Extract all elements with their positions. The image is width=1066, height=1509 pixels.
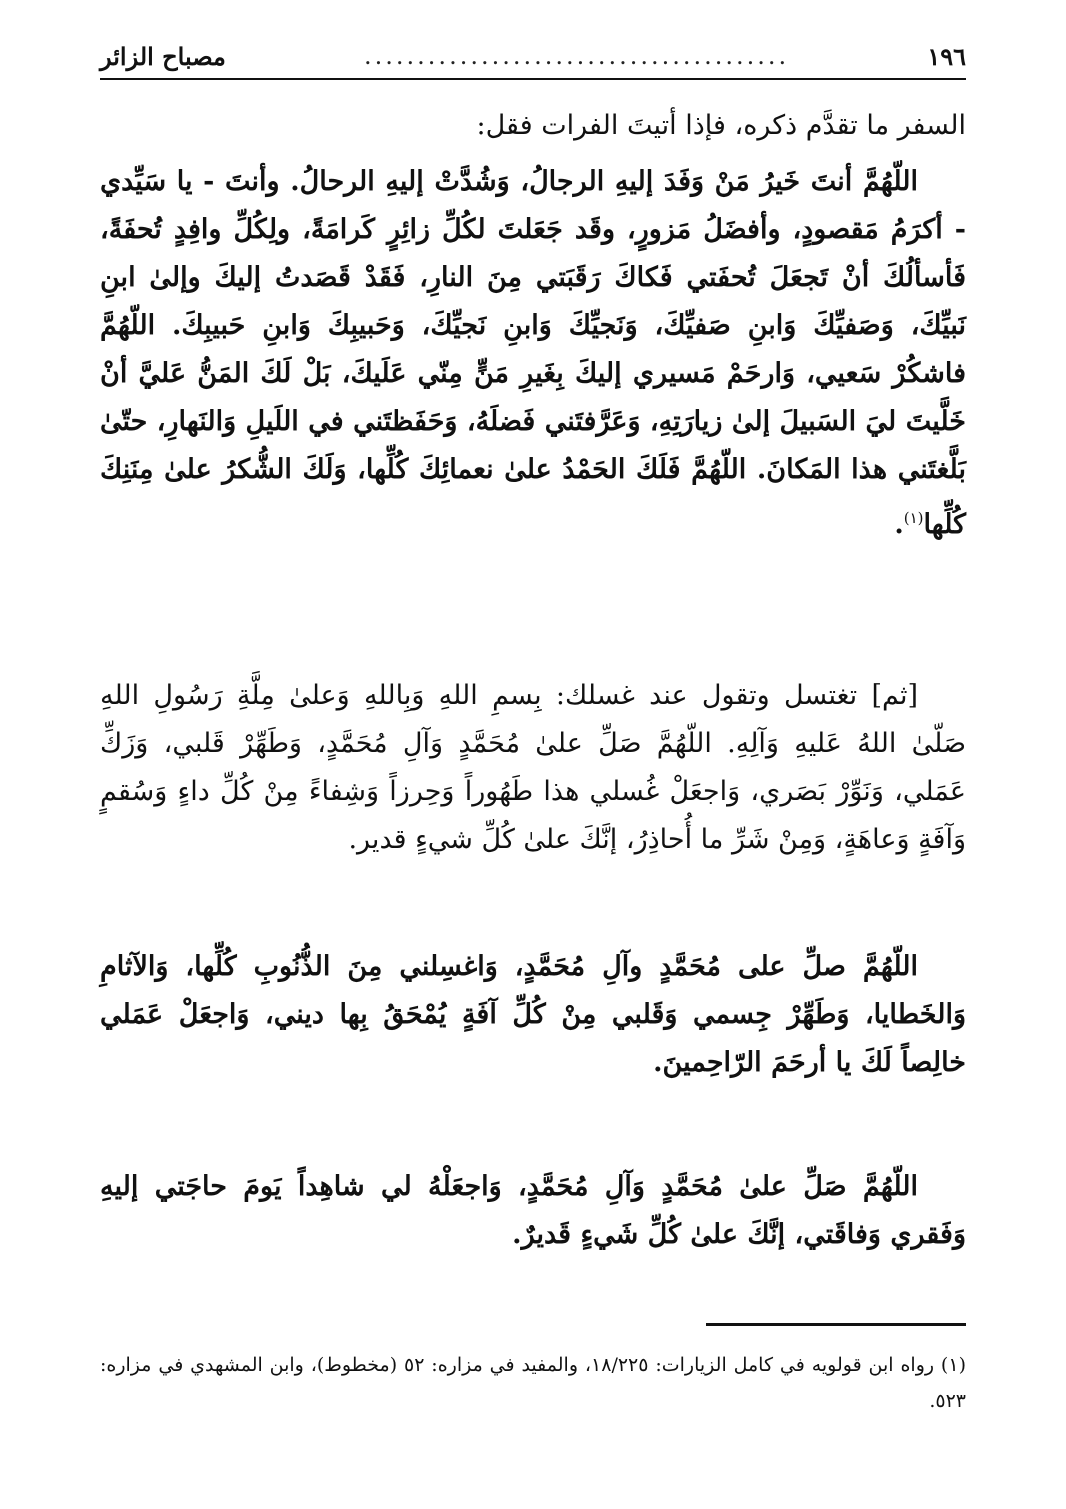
book-title: مصباح الزائر [100,41,226,71]
intro-line: السفر ما تقدَّم ذكره، فإذا أتيتَ الفرات فقل: [476,110,966,141]
supplication-1-end: . [894,509,904,540]
ghusl-instruction-paragraph: [ثم] تغتسل وتقول عند غسلك: بِسمِ اللهِ وَبِاللهِ وَعلىٰ مِلَّةِ رَسُولِ اللهِ صَلّىٰ اللهُ عَليهِ وَآلِهِ. اللّهُمَّ صَلِّ علىٰ مُحَمَّدٍ وَآلِ مُحَمَّدٍ، وَطَهِّرْ قَلبي، وَزَكِّ عَمَلي، وَنَوِّرْ بَصَري، وَاجعَلْ غُسلي هذا طَهُوراً وَحِرزاً وَشِفاءً مِنْ كُلِّ داءٍ وَسُقمٍ وَآفَةٍ وَعاهَةٍ، وَمِنْ شَرِّ ما أُحاذِرُ، إنَّكَ علىٰ كُلِّ شيءٍ قدير. [100,680,966,855]
footnote-divider [706,1323,966,1326]
footnote-text: (١) رواه ابن قولويه في كامل الزيارات: ١٨/٢٢٥، والمفيد في مزاره: ٥٢ (مخطوط)، وابن المشهدي في مزاره: ٥٢٣. [100,1354,966,1412]
supplication-paragraph-4: اللّهُمَّ صَلِّ علىٰ مُحَمَّدٍ وَآلِ مُحَمَّدٍ، وَاجعَلْهُ لي شاهِداً يَومَ حاجَتي إليهِ وَفَقري وَفاقَتي، إنَّكَ علىٰ كُلِّ شَيءٍ قَديرٌ. [100,1171,966,1250]
page-header [100,34,966,80]
page-number: ١٩٦ [927,41,966,71]
supplication-paragraph-1 [100,158,966,549]
supplication-1-text: اللّهُمَّ أنتَ خَيرُ مَنْ وَفَدَ إليهِ الرجالُ، وَشُدَّتْ إليهِ الرحالُ. وأنتَ - يا سَيِّدي - أكرَمُ مَقصودٍ، وأفضَلُ مَزورٍ، وقَد جَعَلتَ لكُلِّ زائِرٍ كَرامَةً، ولِكُلِّ وافِدٍ تُحفَةً، فَأسألُكَ أنْ تَجعَلَ تُحفَتي فَكاكَ رَقَبَتي مِنَ النارِ، فَقَدْ قَصَدتُ إليكَ وإلىٰ ابنِ نَبيِّكَ، وَصَفيِّكَ وَابنِ صَفيِّكَ، وَنَجيِّكَ وَابنِ نَجيِّكَ، وَحَبيبِكَ وَابنِ حَبيبِكَ. اللّهُمَّ فاشكُرْ سَعيي، وَارحَمْ مَسيري إليكَ بِغَيرِ مَنٍّ مِنّي عَلَيكَ، بَلْ لَكَ المَنُّ عَليَّ أنْ خَلَّيتَ ليَ السَبيلَ إلىٰ زيارَتِهِ، وَعَرَّفتَني فَضلَهُ، وَحَفَظتَني في اللَيلِ وَالنَهارِ، حتّىٰ بَلَّغتَني هذا المَكانَ. اللّهُمَّ فَلَكَ الحَمْدُ علىٰ نعمائِكَ كُلِّها، وَلَكَ الشُّكرُ علىٰ مِنَنِكَ كُلِّها [100,166,966,540]
footnote-reference[interactable]: (١) [903,509,924,527]
supplication-paragraph-3: اللّهُمَّ صلِّ على مُحَمَّدٍ وآلِ مُحَمَّدٍ، وَاغسِلني مِنَ الذُّنُوبِ كُلِّها، وَالآثامِ وَالخَطايا، وَطَهِّرْ جِسمي وَقَلبي مِنْ كُلِّ آفَةٍ يُمْحَقُ بِها ديني، وَاجعَلْ عَمَلي خالِصاً لَكَ يا أرحَمَ الرّاحِمينَ. [100,951,966,1078]
header-dot-leader: ........................................ [364,42,790,70]
